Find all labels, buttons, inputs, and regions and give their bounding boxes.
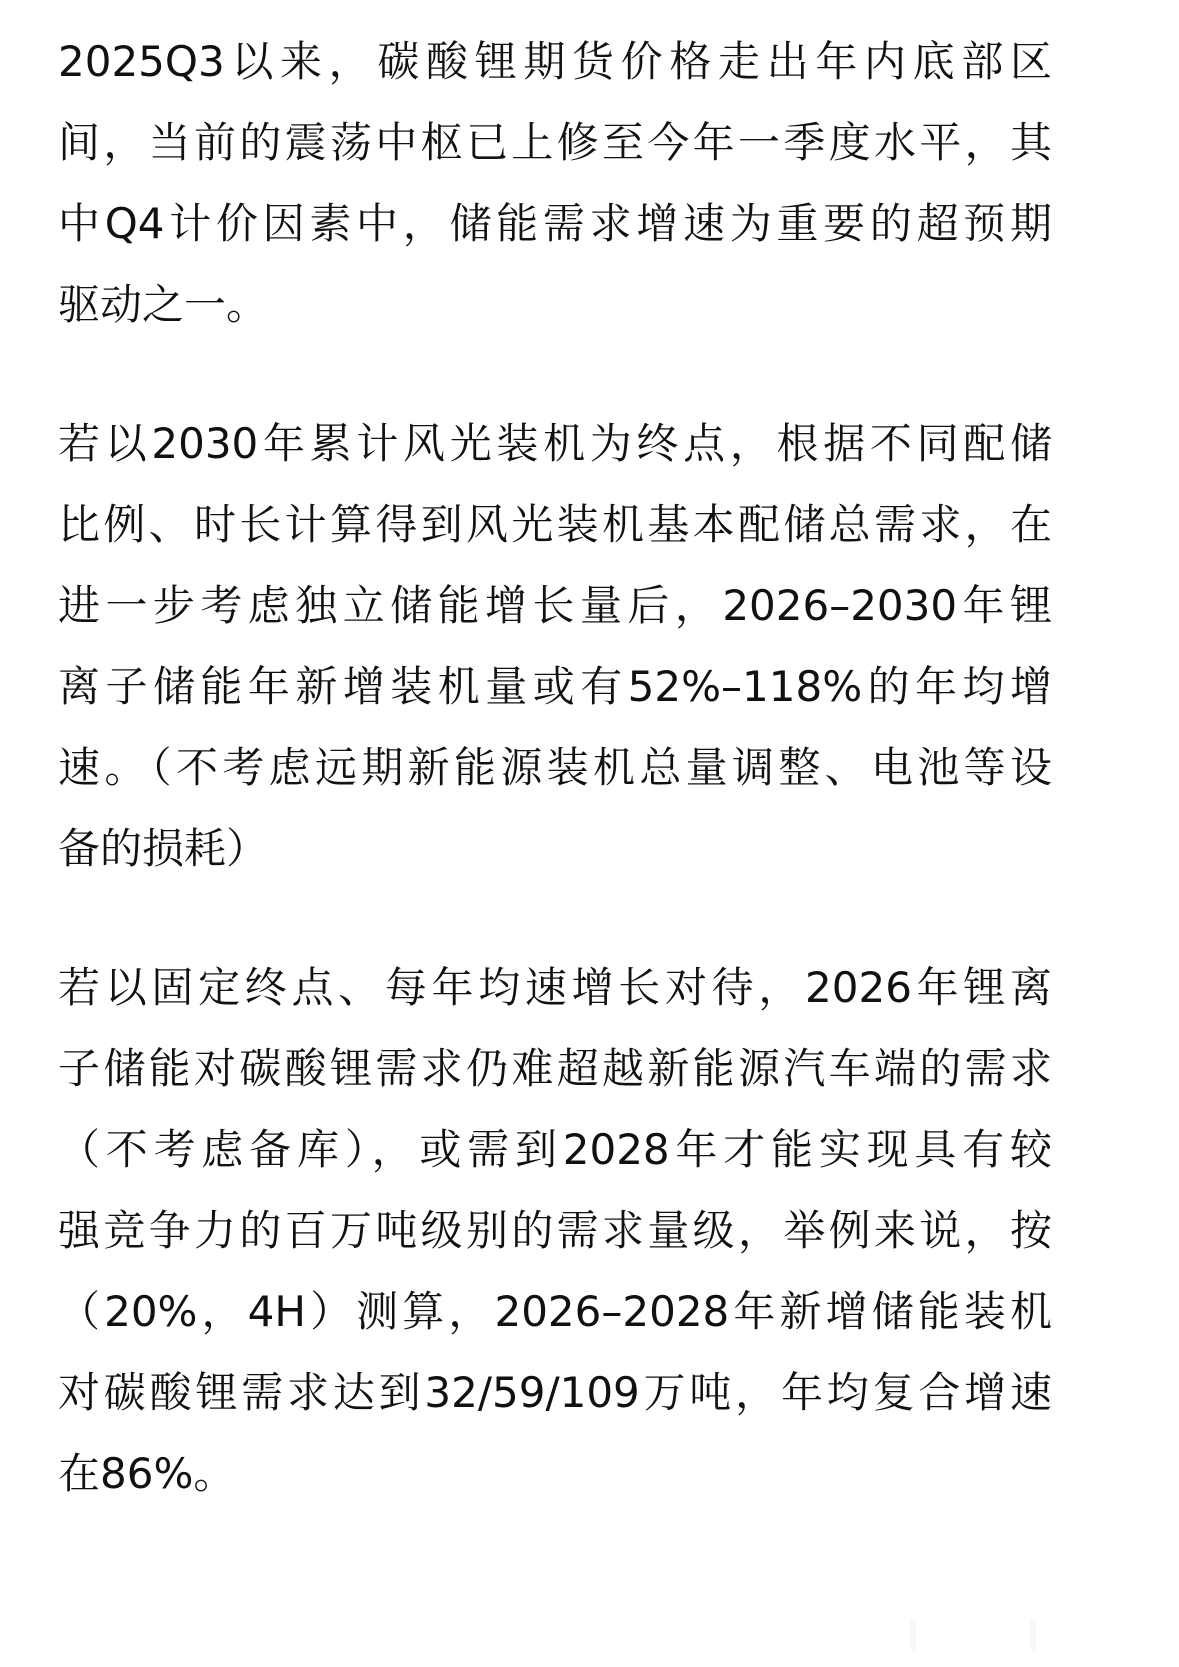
- text-line: 备的损耗）: [58, 824, 269, 873]
- article-body: [58, 21, 1052, 1572]
- text-line: 中Q4计价因素中，储能需求增速为重要的超预期: [58, 199, 1052, 248]
- text-line: 驱动之一。: [58, 280, 269, 329]
- text-line: 间，当前的震荡中枢已上修至今年一季度水平，其: [58, 118, 1052, 167]
- text-line: 强竞争力的百万吨级别的需求量级，举例来说，按: [58, 1206, 1052, 1255]
- text-line: （20%，4H）测算，2026–2028年新增储能装机: [58, 1287, 1052, 1336]
- text-line: 若以固定终点、每年均速增长对待，2026年锂离: [58, 963, 1052, 1012]
- text-line: 离子储能年新增装机量或有52%–118%的年均增: [58, 662, 1052, 711]
- text-line: 2025Q3以来，碳酸锂期货价格走出年内底部区: [58, 37, 1052, 86]
- paragraph: [58, 403, 1052, 889]
- paragraph: [58, 947, 1052, 1514]
- text-line: 速。（不考虑远期新能源装机总量调整、电池等设: [58, 743, 1052, 792]
- text-line: 比例、时长计算得到风光装机基本配储总需求，在: [58, 500, 1052, 549]
- text-line: （不考虑备库），或需到2028年才能实现具有较: [58, 1125, 1052, 1174]
- text-line: 若以2030年累计风光装机为终点，根据不同配储: [58, 419, 1052, 468]
- watermark-icon: [900, 1615, 1060, 1655]
- text-line: 进一步考虑独立储能增长量后，2026–2030年锂: [58, 581, 1052, 630]
- text-line: 子储能对碳酸锂需求仍难超越新能源汽车端的需求: [58, 1044, 1052, 1093]
- text-line: 对碳酸锂需求达到32/59/109万吨，年均复合增速: [58, 1368, 1052, 1417]
- text-line: 在86%。: [58, 1449, 236, 1498]
- paragraph: [58, 21, 1052, 345]
